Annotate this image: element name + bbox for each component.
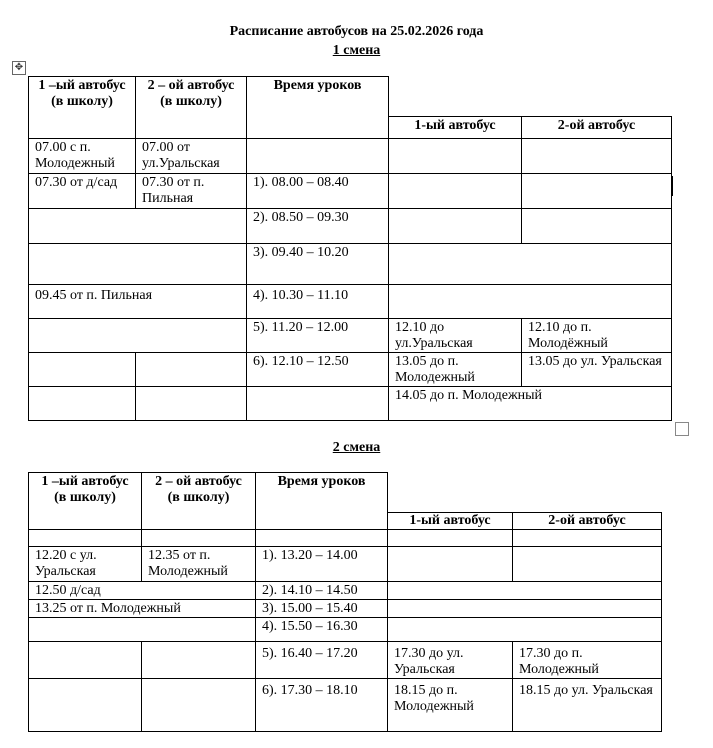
table-cell: 17.30 до п. Молодежный [512,641,662,679]
table-cell: 12.50 д/сад [28,581,256,600]
table-cell [512,546,662,582]
table-cell [141,678,256,732]
table-cell [512,529,662,547]
table-cell [521,208,672,244]
table-cell [388,243,672,285]
table-cell [387,529,513,547]
table-cell [387,581,662,600]
table-cell [141,641,256,679]
text-cursor [672,176,673,196]
shift-2-heading: 2 смена [332,440,381,455]
move-cross-icon[interactable]: ✥ [12,61,26,75]
table-cell: 07.00 с п. Молодежный [28,138,136,174]
table-cell [28,641,142,679]
header-bus1-to-school: 1 –ый автобус (в школу) [28,76,136,139]
table-cell [28,243,247,285]
resize-square-icon[interactable] [675,422,689,436]
table-cell: 14.05 до п. Молодежный [388,386,672,421]
table-cell [388,208,522,244]
table-cell [246,138,389,174]
table-cell [387,599,662,618]
table-cell [387,617,662,642]
table-cell: 12.10 до п. Молодёжный [521,318,672,353]
table-cell: 13.25 от п. Молодежный [28,599,256,618]
table-cell: 5). 11.20 – 12.00 [246,318,389,353]
table-cell [521,173,672,209]
table-cell [388,173,522,209]
table-cell [387,546,513,582]
page-title: Расписание автобусов на 25.02.2026 года [229,24,484,39]
table-cell: 4). 10.30 – 11.10 [246,284,389,319]
table-cell: 18.15 до п. Молодежный [387,678,513,732]
table-cell [28,678,142,732]
table-cell: 12.10 до ул.Уральская [388,318,522,353]
table-cell: 13.05 до ул. Уральская [521,352,672,387]
table-cell [141,529,256,547]
table-cell [388,138,522,174]
table-cell: 1). 08.00 – 08.40 [246,173,389,209]
table-cell: 07.00 от ул.Уральская [135,138,247,174]
header-lessons: Время уроков [255,472,388,530]
table-cell: 17.30 до ул. Уральская [387,641,513,679]
table-cell: 13.05 до п. Молодежный [388,352,522,387]
table-cell [28,529,142,547]
table-cell [255,529,388,547]
table-cell [135,352,247,387]
table-cell [28,352,136,387]
table-cell: 3). 09.40 – 10.20 [246,243,389,285]
header-bus2-to-school: 2 – ой автобус (в школу) [135,76,247,139]
table-cell: 6). 17.30 – 18.10 [255,678,388,732]
table-cell: 18.15 до ул. Уральская [512,678,662,732]
table-cell [135,386,247,421]
table-cell: 12.35 от п. Молодежный [141,546,256,582]
table-cell [28,318,247,353]
table-cell: 6). 12.10 – 12.50 [246,352,389,387]
header-bus2-to-school: 2 – ой автобус (в школу) [141,472,256,530]
table-cell: 2). 14.10 – 14.50 [255,581,388,600]
header-bus1-return: 1-ый автобус [388,116,522,139]
header-bus2-return: 2-ой автобус [512,512,662,530]
shift-1-heading: 1 смена [332,43,381,58]
header-bus1-to-school: 1 –ый автобус (в школу) [28,472,142,530]
header-bus1-return: 1-ый автобус [387,512,513,530]
table-cell [28,386,136,421]
table-cell: 3). 15.00 – 15.40 [255,599,388,618]
table-cell [28,617,256,642]
table-cell: 07.30 от п. Пильная [135,173,247,209]
table-cell: 1). 13.20 – 14.00 [255,546,388,582]
table-cell [246,386,389,421]
table-cell [388,284,672,319]
table-cell: 5). 16.40 – 17.20 [255,641,388,679]
table-cell: 2). 08.50 – 09.30 [246,208,389,244]
table-cell: 09.45 от п. Пильная [28,284,247,319]
header-lessons: Время уроков [246,76,389,139]
header-bus2-return: 2-ой автобус [521,116,672,139]
table-cell: 07.30 от д/сад [28,173,136,209]
table-cell: 12.20 с ул. Уральская [28,546,142,582]
table-cell [28,208,247,244]
table-cell [521,138,672,174]
table-cell: 4). 15.50 – 16.30 [255,617,388,642]
